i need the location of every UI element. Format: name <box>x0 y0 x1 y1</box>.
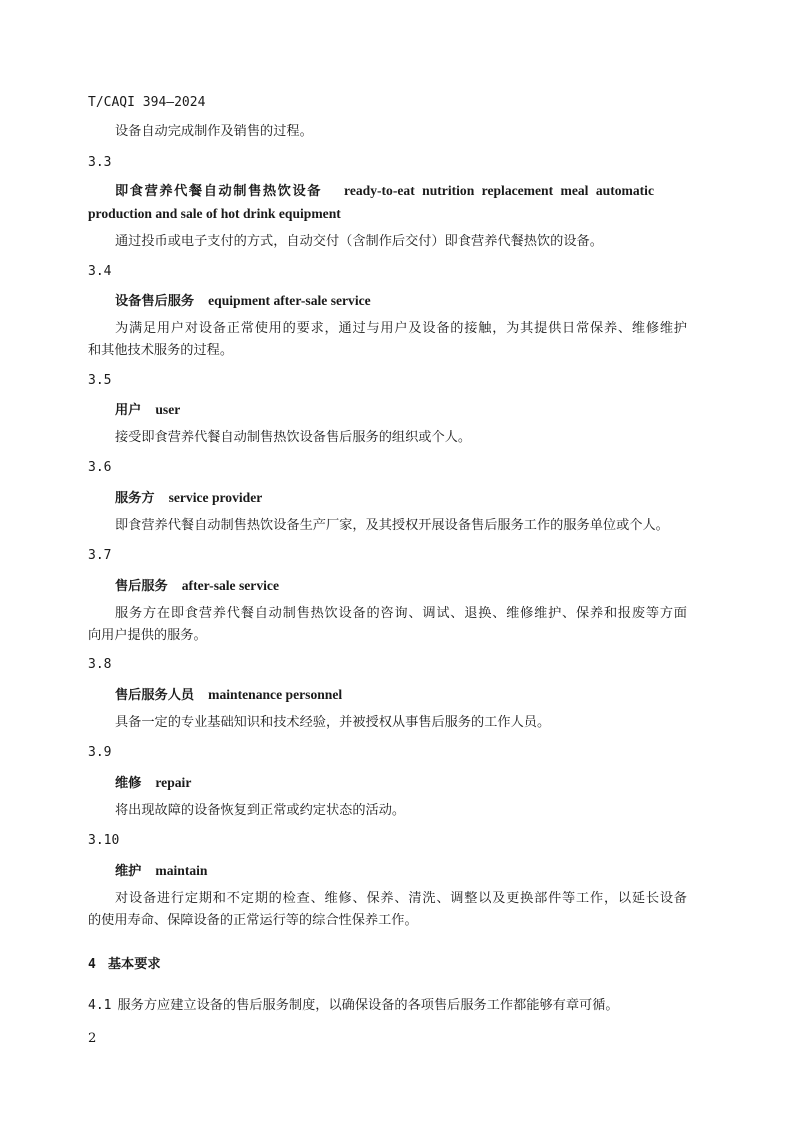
clause-number: 3.4 <box>88 264 112 279</box>
term-heading <box>115 686 342 705</box>
term-cn: 用户 <box>115 403 142 418</box>
term-en: user <box>155 402 181 417</box>
paragraph: 设备自动完成制作及销售的过程。 <box>115 124 313 139</box>
definition: 即食营养代餐自动制售热饮设备生产厂家，及其授权开展设备售后服务工作的服务单位或个人。 <box>115 518 669 533</box>
term-cn: 售后服务人员 <box>115 688 195 703</box>
definition: 通过投币或电子支付的方式，自动交付（含制作后交付）即食营养代餐热饮的设备。 <box>115 234 603 249</box>
definition-cont: 和其他技术服务的过程。 <box>88 343 234 358</box>
term-cn: 维护 <box>115 864 142 879</box>
clause-number: 3.7 <box>88 548 112 563</box>
clause-number: 3.3 <box>88 155 112 170</box>
term-heading <box>115 774 191 793</box>
term-cn: 服务方 <box>115 491 155 506</box>
clause-number: 4.1 <box>88 998 112 1013</box>
section-title: 基本要求 <box>107 957 161 972</box>
doc-code: T/CAQI 394—2024 <box>88 95 206 110</box>
clause-number: 3.10 <box>88 833 120 848</box>
definition: 对设备进行定期和不定期的检查、维修、保养、清洗、调整以及更换部件等工作，以延长设备 <box>115 891 687 906</box>
term-heading <box>115 401 180 420</box>
term-en: equipment after-sale service <box>208 293 371 308</box>
term-heading <box>115 577 279 596</box>
term-cn: 售后服务 <box>115 579 168 594</box>
term-cn: 即食营养代餐自动制售热饮设备 <box>115 184 323 199</box>
clause <box>88 997 619 1015</box>
clause-number: 3.5 <box>88 373 112 388</box>
term-en: maintenance personnel <box>208 687 343 702</box>
term-cn: 设备售后服务 <box>115 294 195 309</box>
clause-number: 3.6 <box>88 460 112 475</box>
term-en: maintain <box>155 863 208 878</box>
clause-number: 3.8 <box>88 657 112 672</box>
definition: 为满足用户对设备正常使用的要求，通过与用户及设备的接触，为其提供日常保养、维修维护 <box>115 321 687 336</box>
term-en: ready-to-eat nutrition replacement meal automatic <box>344 183 654 198</box>
section-heading <box>88 956 161 974</box>
clause-text: 服务方应建立设备的售后服务制度，以确保设备的各项售后服务工作都能够有章可循。 <box>117 998 619 1013</box>
term-en: service provider <box>168 490 263 505</box>
term-en: after-sale service <box>181 578 279 593</box>
term-cn: 维修 <box>115 776 142 791</box>
term-heading <box>115 292 371 311</box>
term-en: repair <box>155 775 192 790</box>
definition: 将出现故障的设备恢复到正常或约定状态的活动。 <box>115 803 406 818</box>
definition: 接受即食营养代餐自动制售热饮设备售后服务的组织或个人。 <box>115 430 472 445</box>
definition: 服务方在即食营养代餐自动制售热饮设备的咨询、调试、退换、维修维护、保养和报废等方面 <box>115 606 687 621</box>
term-en-cont: production and sale of hot drink equipment <box>88 206 341 221</box>
page-number: 2 <box>88 1031 97 1046</box>
term-heading <box>115 862 208 881</box>
definition: 具备一定的专业基础知识和技术经验，并被授权从事售后服务的工作人员。 <box>115 715 551 730</box>
term-heading <box>115 489 262 508</box>
definition-cont: 向用户提供的服务。 <box>88 628 207 643</box>
definition-cont: 的使用寿命、保障设备的正常运行等的综合性保养工作。 <box>88 913 418 928</box>
clause-number: 3.9 <box>88 745 112 760</box>
section-number: 4 <box>88 957 96 972</box>
term-heading <box>115 182 654 201</box>
